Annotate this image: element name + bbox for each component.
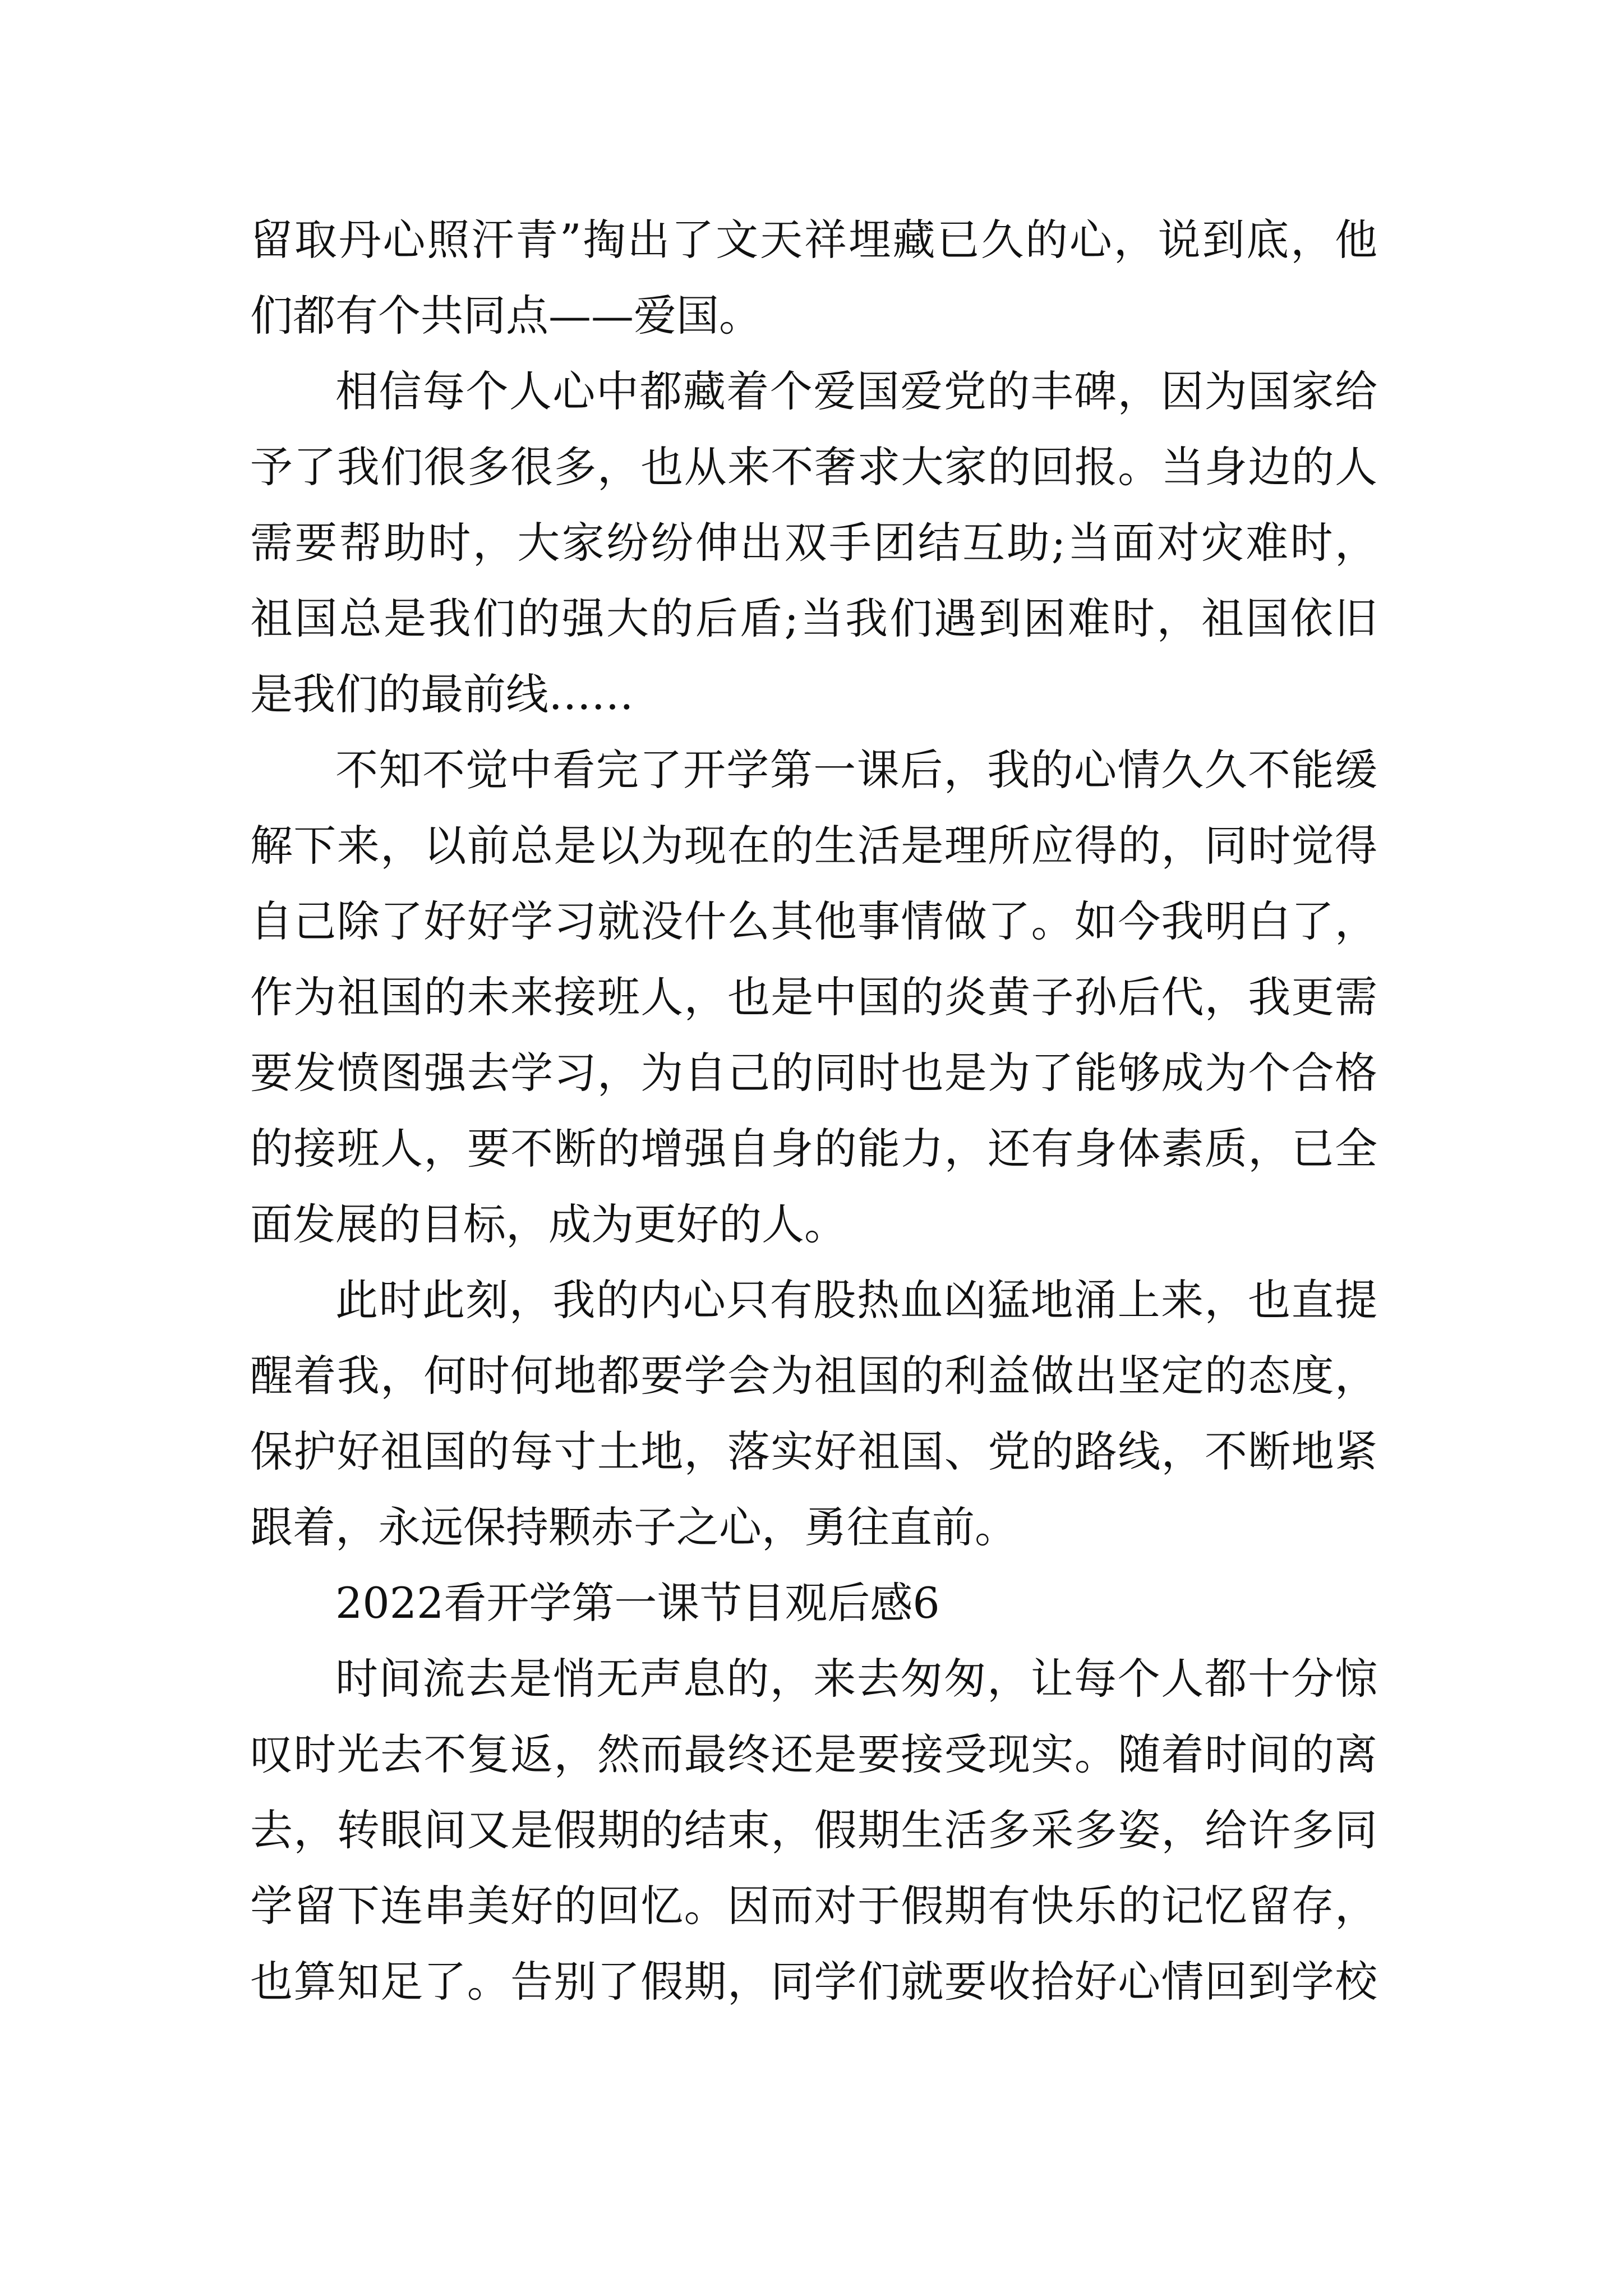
text-line: 祖国总是我们的强大的后盾;当我们遇到困难时，祖国依旧: [250, 593, 1377, 643]
text-line: 去，转眼间又是假期的结束，假期生活多采多姿，给许多同: [250, 1805, 1377, 1855]
text-line: 保护好祖国的每寸土地，落实好祖国、党的路线，不断地紧: [250, 1427, 1377, 1476]
text-line: 也算知足了。告别了假期，同学们就要收拾好心情回到学校: [250, 1957, 1377, 2007]
text-line: 予了我们很多很多，也从来不奢求大家的回报。当身边的人: [250, 442, 1377, 492]
section-heading: 2022看开学第一课节目观后感6: [335, 1578, 940, 1628]
text-line: 需要帮助时，大家纷纷伸出双手团结互助;当面对灾难时，: [250, 518, 1377, 568]
document-body: [250, 202, 1377, 2019]
text-line: 此时此刻，我的内心只有股热血凶猛地涌上来，也直提: [335, 1275, 1377, 1325]
text-line: 是我们的最前线……: [250, 669, 634, 719]
text-line: 不知不觉中看完了开学第一课后，我的心情久久不能缓: [335, 745, 1377, 795]
text-line: 面发展的目标，成为更好的人。: [250, 1199, 847, 1249]
text-line: 留取丹心照汗青”掏出了文天祥埋藏已久的心，说到底，他: [250, 215, 1377, 265]
paragraph-5: [250, 1641, 1377, 2019]
paragraph-3: [250, 732, 1377, 1262]
text-line: 自己除了好好学习就没什么其他事情做了。如今我明白了，: [250, 896, 1377, 946]
paragraph-4: [250, 1262, 1377, 1565]
paragraph-1: [250, 202, 1377, 353]
text-line: 解下来，以前总是以为现在的生活是理所应得的，同时觉得: [250, 821, 1377, 871]
paragraph-2: [250, 353, 1377, 732]
text-line: 的接班人，要不断的增强自身的能力，还有身体素质，已全: [250, 1124, 1377, 1174]
text-line: 跟着，永远保持颗赤子之心，勇往直前。: [250, 1502, 1017, 1552]
text-line: 叹时光去不复返，然而最终还是要接受现实。随着时间的离: [250, 1729, 1377, 1779]
text-line: 相信每个人心中都藏着个爱国爱党的丰碑，因为国家给: [335, 366, 1377, 416]
text-line: 学留下连串美好的回忆。因而对于假期有快乐的记忆留存，: [250, 1881, 1377, 1931]
text-line: 要发愤图强去学习，为自己的同时也是为了能够成为个合格: [250, 1048, 1377, 1098]
text-line: 时间流去是悄无声息的，来去匆匆，让每个人都十分惊: [335, 1654, 1377, 1704]
text-line: 们都有个共同点——爱国。: [250, 291, 762, 341]
text-line: 醒着我，何时何地都要学会为祖国的利益做出坚定的态度，: [250, 1351, 1377, 1401]
text-line: 作为祖国的未来接班人，也是中国的炎黄子孙后代，我更需: [250, 972, 1377, 1022]
